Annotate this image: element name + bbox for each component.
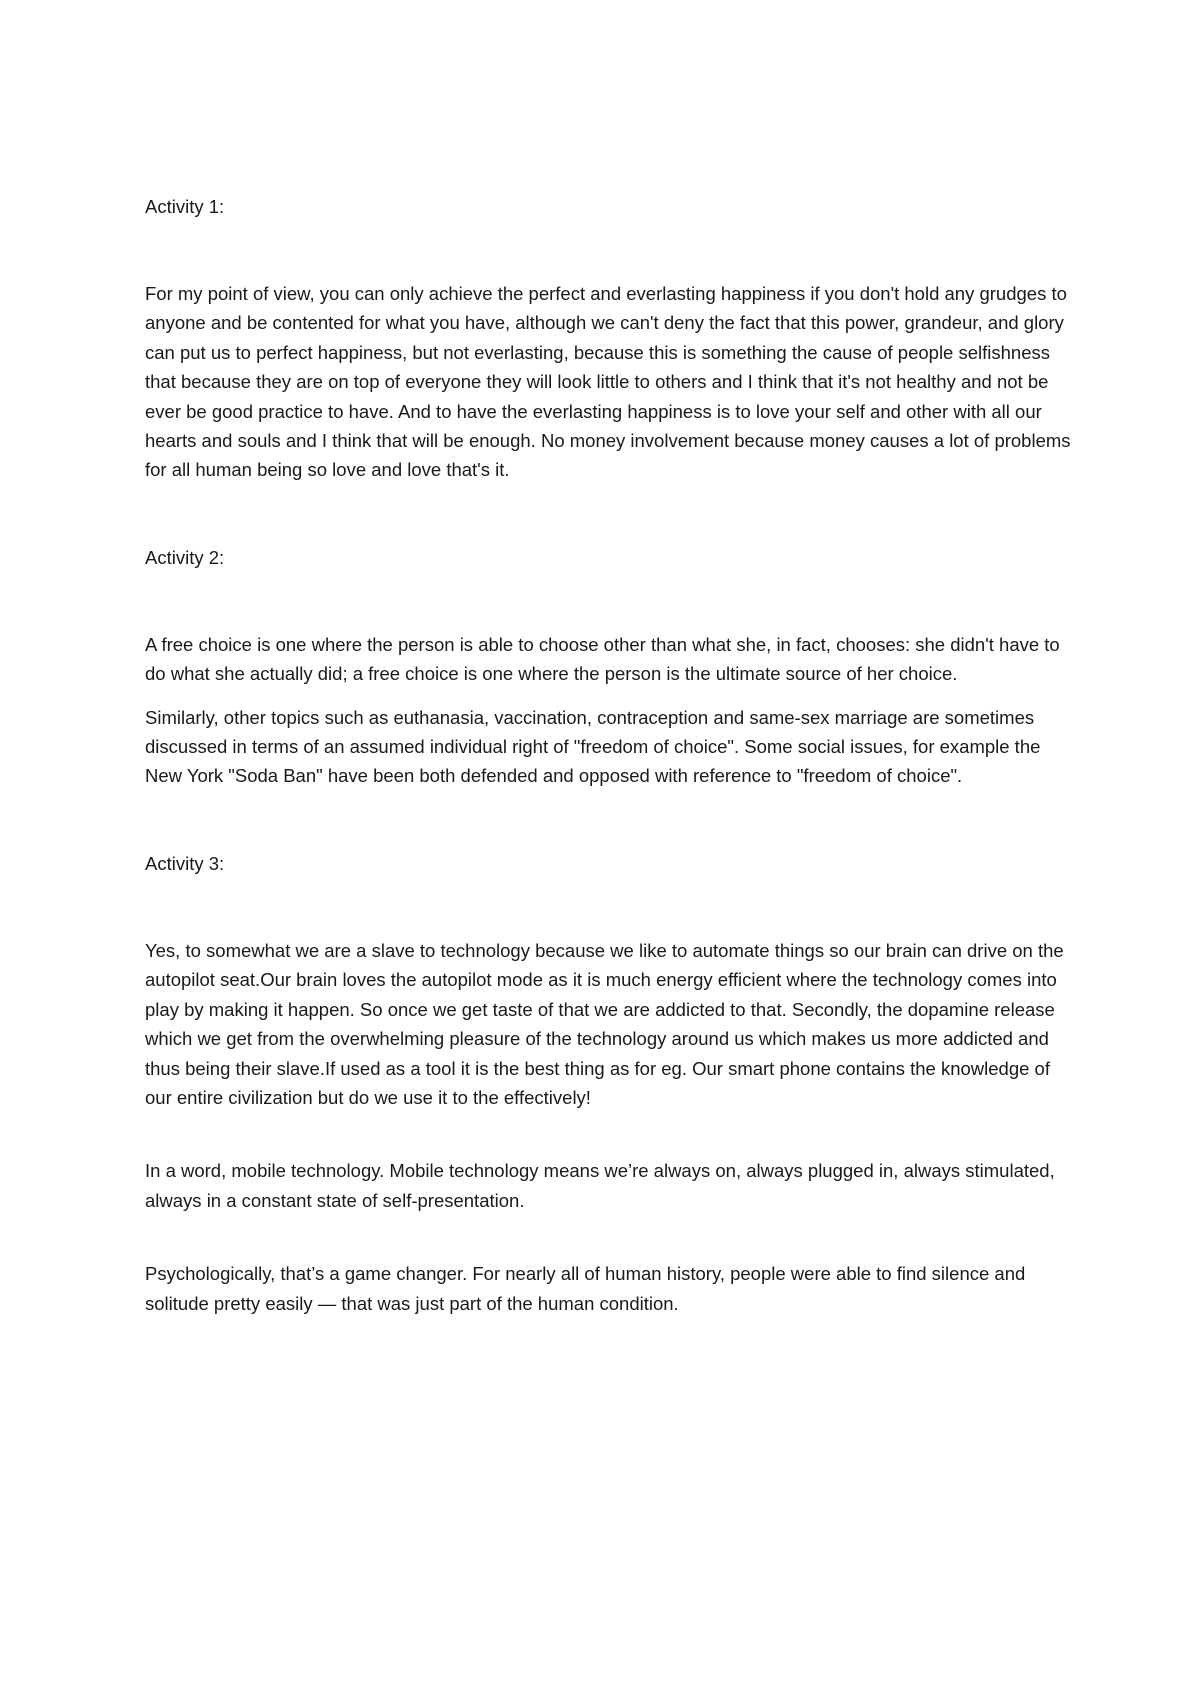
- activity-3-paragraph-3: Psychologically, that’s a game changer. For nearly all of human history, people were able to find silence and solitude pretty easily — that was just part of the human condition.: [145, 1263, 1026, 1314]
- document-body: [145, 192, 1075, 1318]
- activity-1-paragraph: For my point of view, you can only achieve the perfect and everlasting happiness if you don't hold any grudges to anyone and be contented for what you have, although we can't deny the fact that this power, grandeur, and glory can put us to perfect happiness, but not everlasting, because this is something the cause of people selfishness that because they are on top of everyone they will look little to others and I think that it's not healthy and not be ever be good practice to have. And to have the everlasting happiness is to love your self and other with all our hearts and souls and I think that will be enough. No money involvement because money causes a lot of problems for all human being so love and love that's it.: [145, 283, 1071, 481]
- activity-3-paragraph-2: In a word, mobile technology. Mobile technology means we’re always on, always plugged in, always stimulated, always in a constant state of self-presentation.: [145, 1160, 1055, 1211]
- activity-2-paragraph-2: Similarly, other topics such as euthanasia, vaccination, contraception and same-sex marriage are sometimes discussed in terms of an assumed individual right of "freedom of choice". Some social issues, for example the New York "Soda Ban" have been both defended and opposed with reference to "freedom of choice".: [145, 706, 1041, 787]
- activity-1-heading: Activity 1:: [145, 196, 225, 217]
- activity-3-heading: Activity 3:: [145, 852, 225, 874]
- activity-2-paragraph-1: A free choice is one where the person is able to choose other than what she, in fact, chooses: she didn't have to do what she actually did; a free choice is one where the person is the ultimate source of her choice.: [145, 633, 1060, 685]
- activity-2-heading: Activity 2:: [145, 546, 225, 568]
- activity-3-paragraph-1: Yes, to somewhat we are a slave to technology because we like to automate things so our brain can drive on the autopilot seat.Our brain loves the autopilot mode as it is much energy efficient where the technology comes into play by making it happen. So once we get taste of that we are addicted to that. Secondly, the dopamine release which we get from the overwhelming pleasure of the technology around us which makes us more addicted and thus being their slave.If used as a tool it is the best thing as for eg. Our smart phone contains the knowledge of our entire civilization but do we use it to the effectively!: [145, 939, 1064, 1108]
